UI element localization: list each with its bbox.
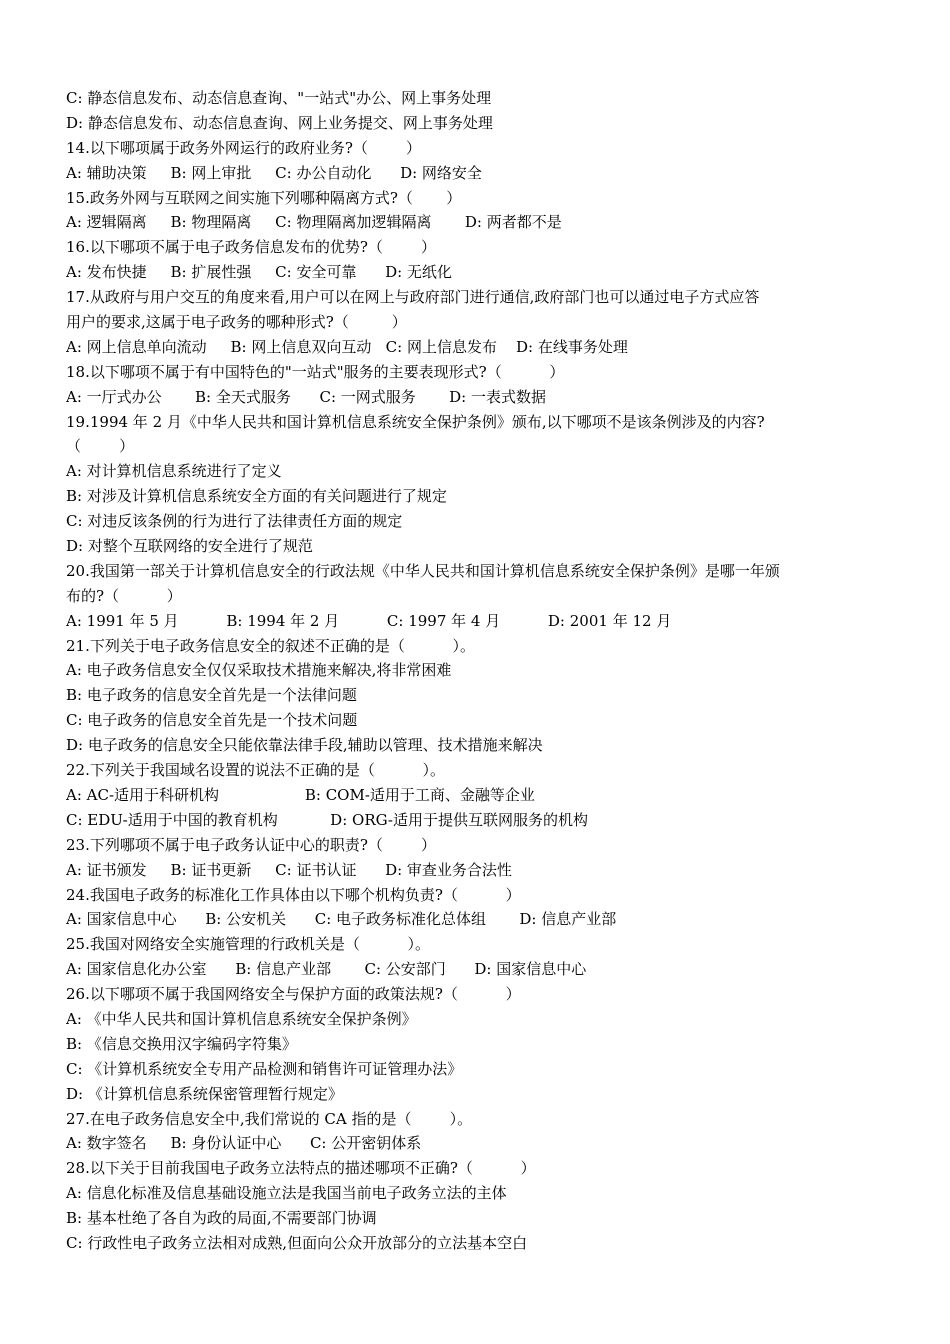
text-line: C: 对违反该条例的行为进行了法律责任方面的规定 (66, 512, 403, 531)
text-line: A: 一厅式办公 B: 全天式服务 C: 一网式服务 D: 一表式数据 (66, 387, 547, 406)
text-line: A: 发布快捷 B: 扩展性强 C: 安全可靠 D: 无纸化 (66, 263, 452, 282)
text-line: C: 《计算机系统安全专用产品检测和销售许可证管理办法》 (66, 1059, 463, 1078)
text-line: A: 辅助决策 B: 网上审批 C: 办公自动化 D: 网络安全 (66, 163, 482, 182)
text-line: B: 对涉及计算机信息系统安全方面的有关问题进行了规定 (66, 487, 447, 506)
text-line: A: 证书颁发 B: 证书更新 C: 证书认证 D: 审查业务合法性 (66, 860, 512, 879)
text-line: 15.政务外网与互联网之间实施下列哪种隔离方式?（ ） (66, 188, 462, 207)
text-line: A: 《中华人民共和国计算机信息系统安全保护条例》 (66, 1009, 417, 1028)
text-line: （ ） (66, 437, 135, 456)
text-line: 19.1994 年 2 月《中华人民共和国计算机信息系统安全保护条例》颁布,以下哪项不是该条例涉及的内容? (66, 412, 765, 431)
text-line: C: 静态信息发布、动态信息查询、"一站式"办公、网上事务处理 (66, 89, 492, 107)
text-line: 用户的要求,这属于电子政务的哪种形式?（ ） (66, 313, 407, 332)
text-line: 16.以下哪项不属于电子政务信息发布的优势?（ ） (66, 238, 437, 257)
text-line: 14.以下哪项属于政务外网运行的政府业务?（ ） (66, 138, 422, 157)
text-line: 28.以下关于目前我国电子政务立法特点的描述哪项不正确?（ ） (66, 1159, 536, 1178)
text-line: A: 国家信息化办公室 B: 信息产业部 C: 公安部门 D: 国家信息中心 (66, 960, 587, 979)
text-line: B: 基本杜绝了各自为政的局面,不需要部门协调 (66, 1209, 377, 1228)
text-line: 22.下列关于我国域名设置的说法不正确的是（ ）。 (66, 761, 446, 780)
text-line: D: 静态信息发布、动态信息查询、网上业务提交、网上事务处理 (66, 113, 493, 132)
question-list (66, 86, 866, 1256)
text-line: 18.以下哪项不属于有中国特色的"一站式"服务的主要表现形式?（ ） (66, 362, 565, 381)
text-line: D: 电子政务的信息安全只能依靠法律手段,辅助以管理、技术措施来解决 (66, 736, 543, 755)
text-line: 21.下列关于电子政务信息安全的叙述不正确的是（ ）。 (66, 636, 476, 655)
text-line: 23.下列哪项不属于电子政务认证中心的职责?（ ） (66, 835, 437, 854)
text-line: C: 电子政务的信息安全首先是一个技术问题 (66, 711, 358, 730)
text-line: D: 《计算机信息系统保密管理暂行规定》 (66, 1084, 343, 1103)
text-line: B: 《信息交换用汉字编码字符集》 (66, 1034, 297, 1053)
text-line: 24.我国电子政务的标准化工作具体由以下哪个机构负责?（ ） (66, 885, 521, 904)
text-line: A: 网上信息单向流动 B: 网上信息双向互动 C: 网上信息发布 D: 在线事务处理 (66, 337, 628, 356)
text-line: 17.从政府与用户交互的角度来看,用户可以在网上与政府部门进行通信,政府部门也可以通过电子方式应答 (66, 288, 760, 307)
text-line: A: 国家信息中心 B: 公安机关 C: 电子政务标准化总体组 D: 信息产业部 (66, 910, 617, 929)
text-line: C: EDU-适用于中国的教育机构 D: ORG-适用于提供互联网服务的机构 (66, 810, 588, 829)
text-line: 25.我国对网络安全实施管理的行政机关是（ ）。 (66, 935, 431, 954)
text-line: A: 1991 年 5 月 B: 1994 年 2 月 C: 1997 年 4 月 D: 2001 年 12 月 (66, 611, 672, 630)
text-line: C: 行政性电子政务立法相对成熟,但面向公众开放部分的立法基本空白 (66, 1233, 528, 1252)
text-line: 26.以下哪项不属于我国网络安全与保护方面的政策法规?（ ） (66, 985, 521, 1004)
text-line: A: 电子政务信息安全仅仅采取技术措施来解决,将非常困难 (66, 661, 452, 680)
text-line: A: 信息化标准及信息基础设施立法是我国当前电子政务立法的主体 (66, 1184, 507, 1203)
text-line: A: 对计算机信息系统进行了定义 (66, 462, 282, 481)
text-line: A: 数字签名 B: 身份认证中心 C: 公开密钥体系 (66, 1134, 422, 1153)
text-line: A: 逻辑隔离 B: 物理隔离 C: 物理隔离加逻辑隔离 D: 两者都不是 (66, 213, 562, 232)
text-line: B: 电子政务的信息安全首先是一个法律问题 (66, 686, 357, 705)
text-line: A: AC-适用于科研机构 B: COM-适用于工商、金融等企业 (66, 785, 535, 804)
text-line: D: 对整个互联网络的安全进行了规范 (66, 537, 313, 556)
text-line: 布的?（ ） (66, 586, 182, 605)
text-line: 20.我国第一部关于计算机信息安全的行政法规《中华人民共和国计算机信息系统安全保护条例》是哪一年颁 (66, 561, 780, 580)
text-line: 27.在电子政务信息安全中,我们常说的 CA 指的是（ ）。 (66, 1109, 473, 1128)
